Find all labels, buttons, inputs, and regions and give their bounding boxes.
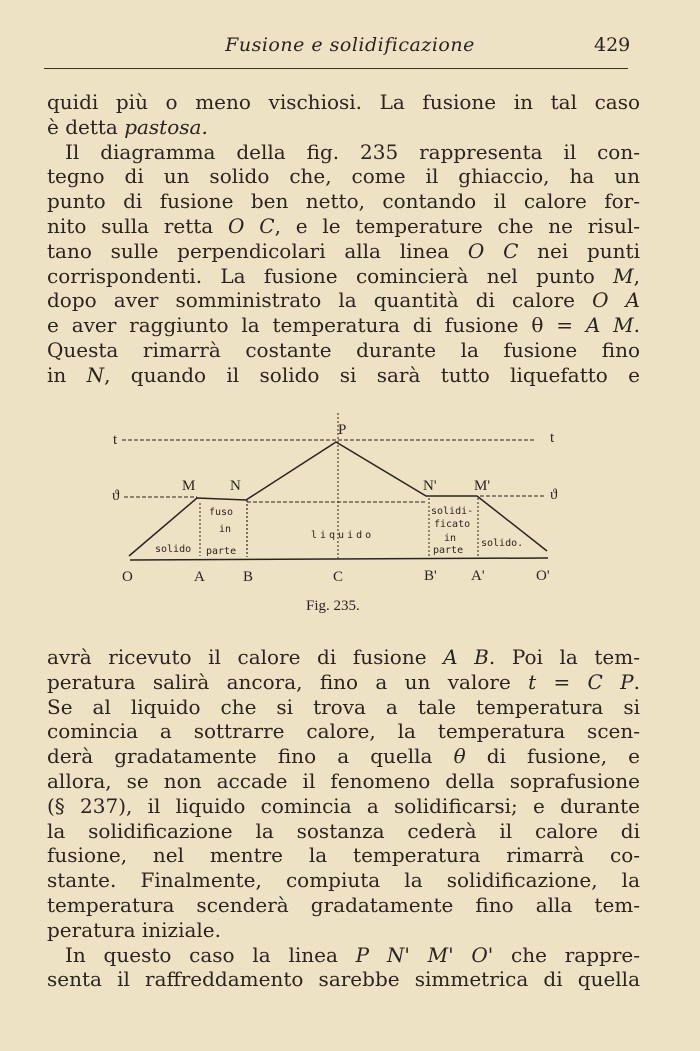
text-segment: avrà ricevuto il calore di fusione (47, 645, 444, 669)
label-n: N (230, 478, 241, 494)
text-segment: peratura salirà ancora, fino a un valore (47, 669, 529, 694)
label-m-prime: M' (474, 478, 491, 494)
region-solido-left: solido (155, 544, 192, 555)
label-b: B (243, 569, 254, 585)
label-t-left: t (113, 432, 118, 448)
page-number: 429 (594, 34, 631, 56)
label-o: O (122, 569, 133, 585)
italic-text: O C (467, 238, 519, 263)
italic-text: O A (592, 288, 640, 313)
italic-text: N (86, 362, 105, 387)
text-segment: peratura iniziale. (47, 917, 222, 942)
region-solidificato-4: parte (433, 545, 464, 556)
base-line-oc (130, 558, 548, 560)
region-fuso-1: fuso (209, 507, 234, 518)
text-line (47, 843, 640, 868)
text-line (47, 645, 640, 670)
text-segment: di fusione, e (465, 744, 640, 769)
figure-caption: Fig. 235. (306, 598, 360, 614)
text-segment: . (633, 669, 640, 694)
text-segment: , e le temperature che ne risul- (274, 213, 640, 238)
text-segment: . (633, 313, 640, 338)
region-solido-right: solido. (481, 538, 524, 549)
text-segment: in (47, 362, 87, 387)
region-fuso-2: in (219, 524, 232, 535)
paragraph-block-bottom (47, 645, 640, 992)
text-segment: che rappre- (493, 942, 640, 967)
text-line (47, 769, 640, 794)
text-line (47, 794, 640, 819)
text-segment: corrispondenti. La fusione comincierà nel punto (47, 263, 614, 288)
text-segment: punto di fusione ben netto, contando il calore for- (47, 189, 640, 214)
italic-text: θ (453, 744, 466, 769)
text-segment: Se al liquido che si trova a tale temperatura si (47, 694, 640, 719)
region-fuso-3: parte (206, 546, 237, 557)
label-m: M (182, 478, 196, 494)
text-segment: temperatura scenderà gradatamente fino alla tem- (47, 892, 640, 917)
text-segment: comincia a sottrarre calore, la temperatura scen- (47, 719, 640, 744)
region-solidificato-3: in (444, 533, 457, 544)
label-t-right: t (550, 430, 555, 446)
text-segment: senta il raffreddamento sarebbe simmetrica di quella (47, 967, 640, 992)
text-line (47, 670, 640, 695)
text-segment: e aver raggiunto la temperatura di fusione θ = (47, 313, 586, 338)
italic-text: P N' M' O' (355, 942, 494, 967)
text-segment: la solidificazione la sostanza cederà il calore di (47, 818, 640, 843)
text-line (47, 819, 640, 844)
text-line (47, 719, 640, 744)
label-p: P (338, 422, 347, 438)
text-segment: derà gradatamente fino a quella (47, 744, 454, 769)
label-b-prime: B' (424, 568, 437, 584)
italic-text: A M (585, 313, 634, 338)
text-line (47, 695, 640, 720)
text-segment: fusione, nel mentre la temperatura rimarrà co- (47, 843, 640, 868)
text-segment: nei punti (518, 238, 640, 263)
text-line (47, 943, 640, 968)
text-segment: . Poi la tem- (488, 645, 640, 669)
italic-text: M (613, 263, 634, 288)
label-theta-left: ϑ (112, 488, 120, 504)
text-line (47, 744, 640, 769)
text-segment: (§ 237), il liquido comincia a solidificarsi; e durante (47, 793, 640, 818)
text-line (47, 868, 640, 893)
text-segment: tegno di un solido che, come il ghiaccio, ha un (47, 164, 640, 189)
text-segment: , (633, 263, 640, 288)
region-liquido: liquido (311, 530, 375, 541)
text-line (47, 893, 640, 918)
text-segment: allora, se non accade il fenomeno della soprafusione (47, 768, 640, 793)
text-segment: dopo aver somministrato la quantità di calore (47, 288, 593, 313)
text-segment: tano sulle perpendicolari alla linea (47, 238, 468, 263)
region-solidificato-2: ficato (434, 519, 471, 530)
text-segment: nito sulla retta (47, 213, 229, 238)
text-line (47, 918, 640, 943)
label-c: C (333, 569, 344, 585)
label-theta-right: ϑ (550, 487, 558, 503)
text-segment: Il diagramma della fig. 235 rappresenta il con- (65, 139, 640, 164)
text-line (47, 967, 640, 992)
italic-text: A B (443, 645, 489, 669)
text-segment: quidi più o meno vischiosi. La fusione in tal caso (47, 90, 640, 114)
text-segment: In questo caso la linea (65, 942, 356, 967)
label-a-prime: A' (471, 568, 485, 584)
text-segment: Questa rimarrà costante durante la fusione fino (47, 337, 640, 362)
text-segment: , quando il solido si sarà tutto liquefatto e (104, 362, 640, 387)
label-a: A (194, 569, 205, 585)
italic-text: pastosa. (124, 114, 208, 139)
italic-text: O C (228, 213, 275, 238)
italic-text: t = C P (528, 669, 634, 694)
running-header-title: Fusione e solidificazione (225, 34, 475, 56)
region-solidificato-1: solidi- (431, 506, 474, 517)
label-n-prime: N' (423, 478, 437, 494)
text-segment: stante. Finalmente, compiuta la solidificazione, la (47, 868, 640, 893)
text-segment: è detta (47, 114, 125, 139)
label-o-prime: O' (536, 568, 550, 584)
